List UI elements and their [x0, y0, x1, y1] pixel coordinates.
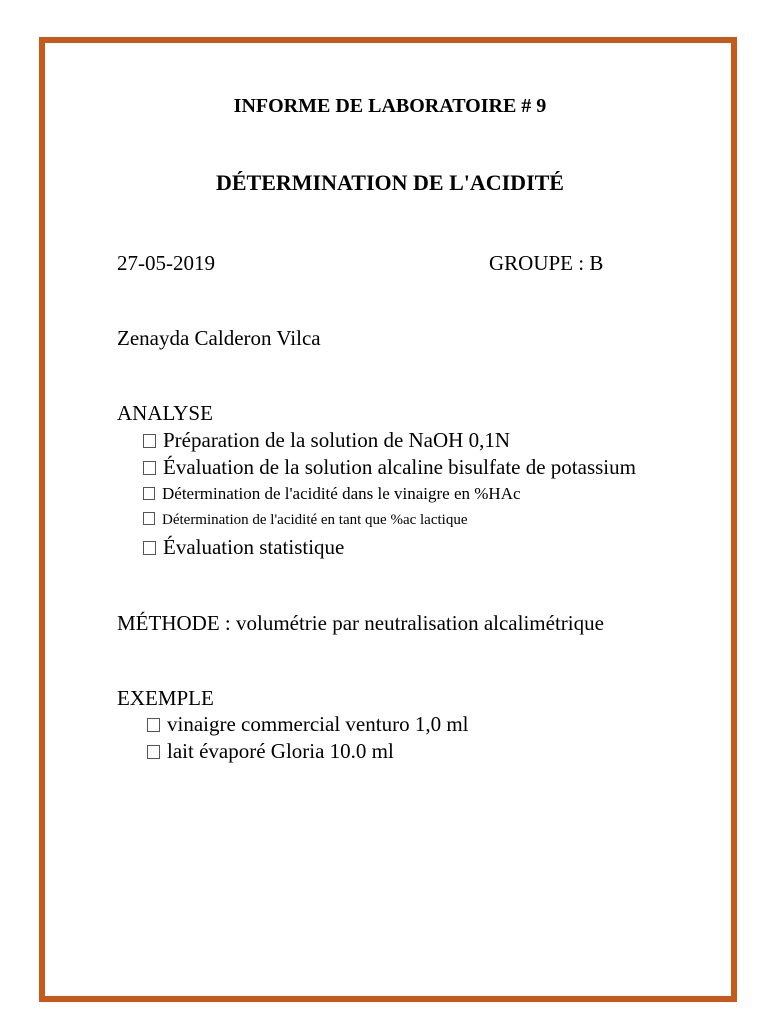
analyse-item-text: Évaluation de la solution alcaline bisulfate de potassium — [163, 455, 636, 479]
subject-title: DÉTERMINATION DE L'ACIDITÉ — [216, 170, 564, 195]
checkbox-bullet-icon — [143, 434, 156, 448]
method-line: MÉTHODE : volumétrie par neutralisation alcalimétrique — [117, 611, 604, 635]
analyse-item-text: Évaluation statistique — [163, 535, 345, 559]
exemple-item-text: lait évaporé Gloria 10.0 ml — [167, 739, 394, 763]
checkbox-bullet-icon — [147, 745, 160, 759]
exemple-item — [147, 714, 469, 735]
checkbox-bullet-icon — [143, 487, 155, 500]
analyse-item-text: Détermination de l'acidité dans le vinaigre en %HAc — [162, 484, 521, 503]
analyse-item — [143, 430, 510, 451]
group-label: GROUPE : B — [489, 251, 604, 275]
analyse-item — [143, 485, 521, 502]
analyse-item — [143, 537, 344, 558]
checkbox-bullet-icon — [143, 461, 156, 475]
checkbox-bullet-icon — [143, 512, 155, 525]
exemple-heading: EXEMPLE — [117, 686, 214, 710]
exemple-item-text: vinaigre commercial venturo 1,0 ml — [167, 712, 469, 736]
analyse-item-text: Préparation de la solution de NaOH 0,1N — [163, 428, 511, 452]
report-date: 27-05-2019 — [117, 251, 215, 275]
analyse-item — [143, 512, 468, 528]
author-name: Zenayda Calderon Vilca — [117, 326, 321, 350]
exemple-item — [147, 741, 394, 762]
analyse-item — [143, 457, 636, 478]
report-title: INFORME DE LABORATOIRE # 9 — [233, 95, 547, 117]
analyse-heading: ANALYSE — [117, 401, 213, 425]
checkbox-bullet-icon — [147, 718, 160, 732]
checkbox-bullet-icon — [143, 541, 156, 555]
analyse-item-text: Détermination de l'acidité en tant que %ac lactique — [162, 512, 468, 528]
